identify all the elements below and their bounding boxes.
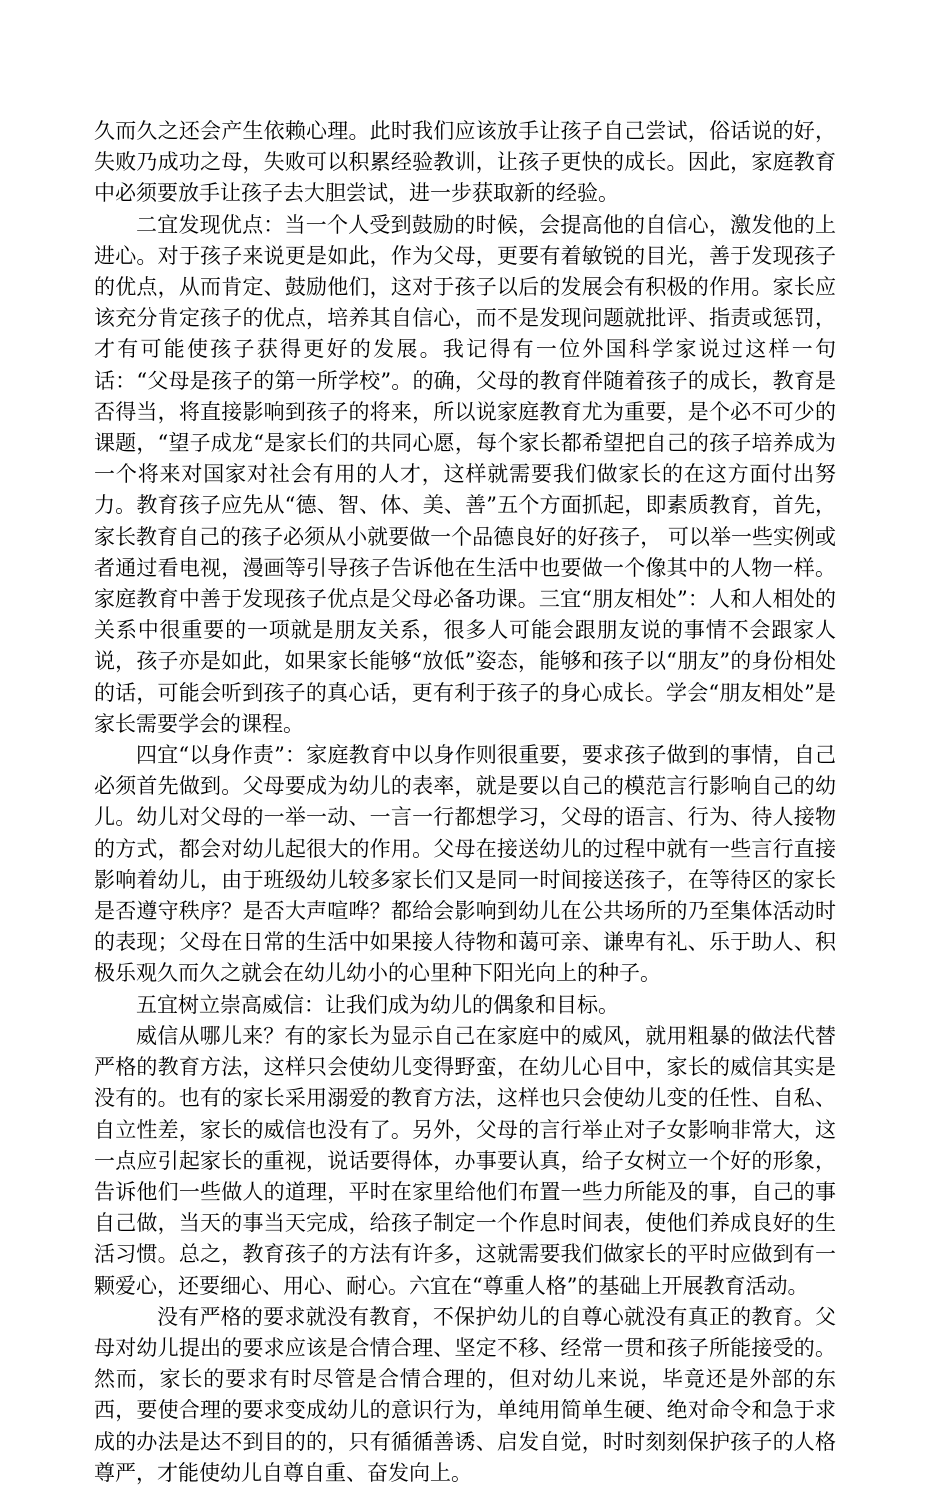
paragraph-source-of-prestige: 威信从哪儿来？有的家长为显示自己在家庭中的威风，就用粗暴的做法代替严格的教育方法，这样只会使幼儿变得野蛮，在幼儿心目中，家长的威信其实是没有的。也有的家长采用溺爱的教育方法，这样也只会使幼儿变的任性、自私、自立性差，家长的威信也没有了。另外，父母的言行举止对子女影响非常大，这一点应引起家长的重视，说话要得体，办事要认真，给子女树立一个好的形象，告诉他们一些做人的道理，平时在家里给他们布置一些力所能及的事，自己的事自己做，当天的事当天完成，给孩子制定一个作息时间表，使他们养成良好的生活习惯。总之，教育孩子的方法有许多，这就需要我们做家长的平时应做到有一颗爱心，还要细心、用心、耐心。六宜在“尊重人格”的基础上开展教育活动。 xyxy=(94,1023,836,1298)
paragraph-lead-by-example: 四宜“以身作责”：家庭教育中以身作则很重要，要求孩子做到的事情，自己必须首先做到。父母要成为幼儿的表率，就是要以自己的模范言行影响自己的幼儿。幼儿对父母的一举一动、一言一行都想学习，父母的语言、行为、待人接物的方式，都会对幼儿起很大的作用。父母在接送幼儿的过程中就有一些言行直接影响着幼儿，由于班级幼儿较多家长们又是同一时间接送孩子，在等待区的家长是否遵守秩序？是否大声喧哗？都给会影响到幼儿在公共场所的乃至集体活动时的表现；父母在日常的生活中如果接人待物和蔼可亲、谦卑有礼、乐于助人、积极乐观久而久之就会在幼儿幼小的心里种下阳光向上的种子。 xyxy=(94,743,836,986)
paragraph-continuation: 久而久之还会产生依赖心理。此时我们应该放手让孩子自己尝试，俗话说的好，失败乃成功之母，失败可以积累经验教训，让孩子更快的成长。因此，家庭教育中必须要放手让孩子去大胆尝试，进一步获取新的经验。 xyxy=(94,119,836,206)
document-page xyxy=(94,116,836,1489)
paragraph-respect-personality: 没有严格的要求就没有教育，不保护幼儿的自尊心就没有真正的教育。父母对幼儿提出的要求应该是合情合理、坚定不移、经常一贯和孩子所能接受的。然而，家长的要求有时尽管是合情合理的，但对幼儿来说，毕竟还是外部的东西，要使合理的要求变成幼儿的意识行为，单纯用简单生硬、绝对命令和急于求成的办法是达不到目的的，只有循循善诱、启发自觉，时时刻刻保护孩子的人格尊严，才能使幼儿自尊自重、奋发向上。 xyxy=(94,1304,836,1485)
paragraph-discover-strengths: 二宜发现优点：当一个人受到鼓励的时候，会提高他的自信心，激发他的上进心。对于孩子来说更是如此，作为父母，更要有着敏锐的目光，善于发现孩子的优点，从而肯定、鼓励他们，这对于孩子以后的发展会有积极的作用。家长应该充分肯定孩子的优点，培养其自信心，而不是发现问题就批评、指责或惩罚，才有可能使孩子获得更好的发展。我记得有一位外国科学家说过这样一句话：“父母是孩子的第一所学校”。的确，父母的教育伴随着孩子的成长，教育是否得当，将直接影响到孩子的将来，所以说家庭教育尤为重要，是个必不可少的课题，“望子成龙“是家长们的共同心愿，每个家长都希望把自己的孩子培养成为一个将来对国家对社会有用的人才，这样就需要我们做家长的在这方面付出努力。教育孩子应先从“德、智、体、美、善”五个方面抓起，即素质教育，首先，家长教育自己的孩子必须从小就要做一个品德良好的好孩子， 可以举一些实例或者通过看电视，漫画等引导孩子告诉他在生活中也要做一个像其中的人物一样。家庭教育中善于发现孩子优点是父母必备功课。三宜“朋友相处”：人和人相处的关系中很重要的一项就是朋友关系，很多人可能会跟朋友说的事情不会跟家人说，孩子亦是如此，如果家长能够“放低”姿态，能够和孩子以“朋友”的身份相处的话，可能会听到孩子的真心话，更有利于孩子的身心成长。学会“朋友相处”是家长需要学会的课程。 xyxy=(94,212,836,736)
paragraph-build-prestige: 五宜树立崇高威信：让我们成为幼儿的偶象和目标。 xyxy=(136,992,619,1017)
